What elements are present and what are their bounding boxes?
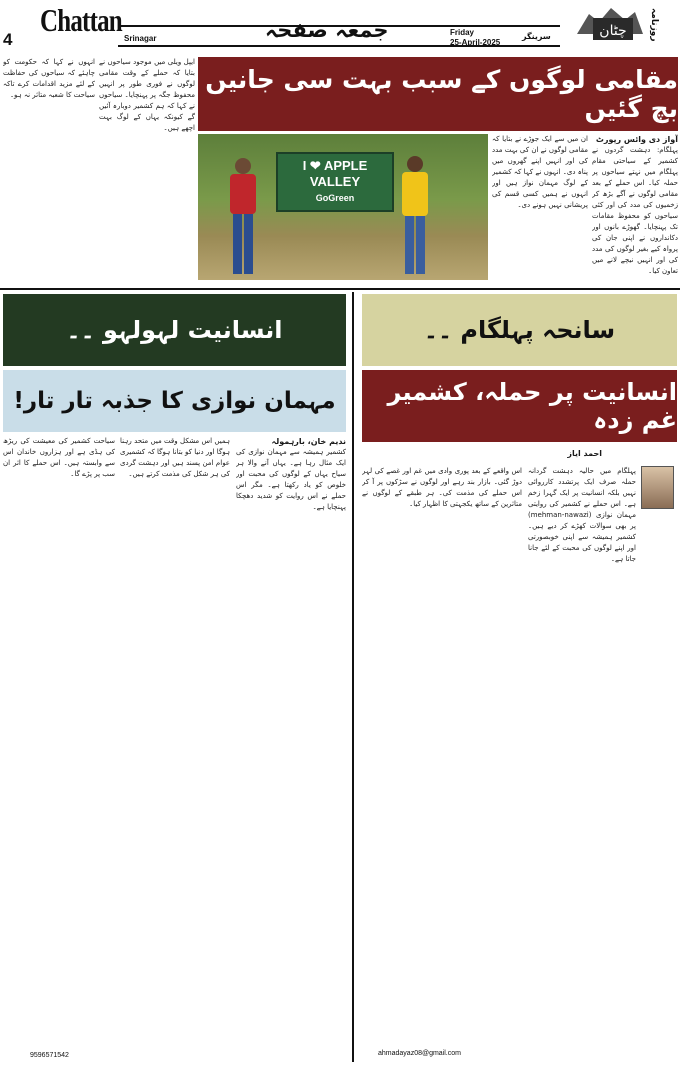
section-divider [0,288,680,290]
left-article-column-2 [120,436,230,1056]
page-number: 4 [3,30,13,49]
city-urdu: سرینگر [522,32,551,41]
top-story-column-1 [592,134,678,284]
right-article-kicker: سانحہ پہلگام ۔۔ [362,294,677,366]
author-email: ahmadayaz08@gmail.com [378,1050,461,1057]
right-article-text-1: پہلگام میں حالیہ دہشت گردانہ حملہ صرف ایک پرتشدد کارروائی نہیں بلکہ انسانیت پر ایک گہرا زخم ہے۔ اس حملے نے کشمیر کی روایتی مہمان نوازی (mehman-nawazi) پر بھی سوالات کھڑے کر دیے ہیں۔ کشمیر ہمیشہ سے اپنی خوبصورتی اور اپنے لوگوں کی محبت کے لئے جانا جاتا ہے۔ [528,467,636,563]
top-story-column-2 [492,134,588,284]
right-article-text-2: اس واقعے کے بعد پوری وادی میں غم اور غصے کی لہر دوڑ گئی۔ بازار بند رہے اور لوگوں نے سڑکوں پر آ کر اس حملے کی مذمت کی۔ ہر طبقے کے لوگوں نے متاثرین کے ساتھ یکجہتی کا اظہار کیا۔ [362,467,522,508]
top-story-column-3 [99,57,195,285]
author-photo [641,466,674,509]
left-article-text-3: سیاحت کشمیر کی معیشت کی ریڑھ کی ہڈی ہے اور ہزاروں خاندان اس سے وابستہ ہیں۔ اس حملے کا اثر ان سب پر پڑے گا۔ [3,437,115,478]
issue-date [450,28,500,48]
right-article-column-1 [528,466,636,1056]
right-article-column-2 [362,466,522,1046]
left-article-column-3 [3,436,115,1041]
right-article-author-row [362,448,602,462]
issue-day: Friday [450,28,475,37]
section-title: جمعہ صفحہ [265,18,389,42]
left-article-headline: مہمان نوازی کا جذبہ تار تار! [3,370,346,432]
person-yellow-shirt [398,154,432,280]
daily-label: روزنامہ [649,8,659,42]
left-article-text-2: ہمیں اس مشکل وقت میں متحد رہنا ہوگا اور دنیا کو بتانا ہوگا کہ کشمیری عوام امن پسند ہیں اور دہشت گردی کی ہر شکل کی مذمت کرتے ہیں۔ [120,437,230,478]
apple-valley-photo [198,134,488,280]
right-article-author: احمد ایاز [567,449,602,458]
brand-name: Chattan [40,2,122,38]
logo-text: چٹان [599,23,627,39]
issue-date-value: 25-April-2025 [450,38,501,47]
top-story-column-4 [3,57,95,285]
left-article-text-1: کشمیر ہمیشہ سے مہمان نوازی کی ایک مثال رہا ہے۔ یہاں آنے والا ہر سیاح یہاں کے لوگوں کی محبت اور خلوص کو یاد رکھتا ہے۔ مگر اس حملے نے اس روایت کو شدید دھچکا پہنچایا ہے۔ [236,448,346,511]
chattan-logo [575,4,645,46]
phone-number: 9596571542 [30,1052,69,1059]
left-article-kicker: انسانیت لہولہو ۔۔ [3,294,346,366]
apple-valley-sign [276,152,394,212]
top-story-text-1: پہلگام: دہشت گردوں نے کشمیر کے سیاحتی مقام پہلگام میں نہتے سیاحوں پر حملہ کیا۔ اس حملے کے بعد مقامی لوگوں نے آگے بڑھ کر زخمیوں کی مدد کی اور کئی سیاحوں کو محفوظ مقامات تک پہنچایا۔ گھوڑے بانوں اور دکانداروں نے اپنی جان کی پرواہ کیے بغیر لوگوں کی مدد کی اور انہیں نیچے لانے میں تعاون کیا۔ [592,146,678,275]
left-article-column-1 [236,436,346,1056]
top-story-text-2: ان میں سے ایک جوڑے نے بتایا کہ مقامی لوگوں نے ان کی بہت مدد کی اور انہیں اپنے گھروں میں پناہ دی۔ انہوں نے کہا کہ کشمیر کے لوگ مہمان نواز ہیں اور انہوں نے ہمیں کسی قسم کی پریشانی نہیں ہونے دی۔ [492,135,588,209]
right-article-headline: انسانیت پر حملہ، کشمیر غم زدہ [362,370,677,442]
city-label: Srinagar [124,34,157,43]
left-article-author: ندیم خان، بارہمولہ [271,437,346,446]
top-story-text-4: انہوں نے کہا کہ حکومت کو چاہئے کہ سیاحوں کی حفاظت کے لئے مزید اقدامات کرے تاکہ سیاحت کا شعبہ متاثر نہ ہو۔ [3,58,95,99]
top-story-text-3: ایپل ویلی میں موجود سیاحوں نے بتایا کہ حملے کے وقت مقامی لوگوں نے فوری طور پر انہیں محفوظ جگہ پر پہنچایا۔ سیاحوں نے کہا کہ ہم کشمیر دوبارہ آئیں گے کیونکہ یہاں کے لوگ بہت اچھے ہیں۔ [99,58,195,132]
sign-line-2: GoGreen [315,193,355,203]
sign-line-1: I ❤ APPLE VALLEY [302,158,368,189]
column-divider [352,292,354,1062]
top-story-byline: آواز دی وائس رپورٹ [595,135,678,144]
top-story-headline: مقامی لوگوں کے سبب بہت سی جانیں بچ گئیں [198,57,678,131]
masthead [0,0,680,50]
person-red-shirt [226,156,260,280]
